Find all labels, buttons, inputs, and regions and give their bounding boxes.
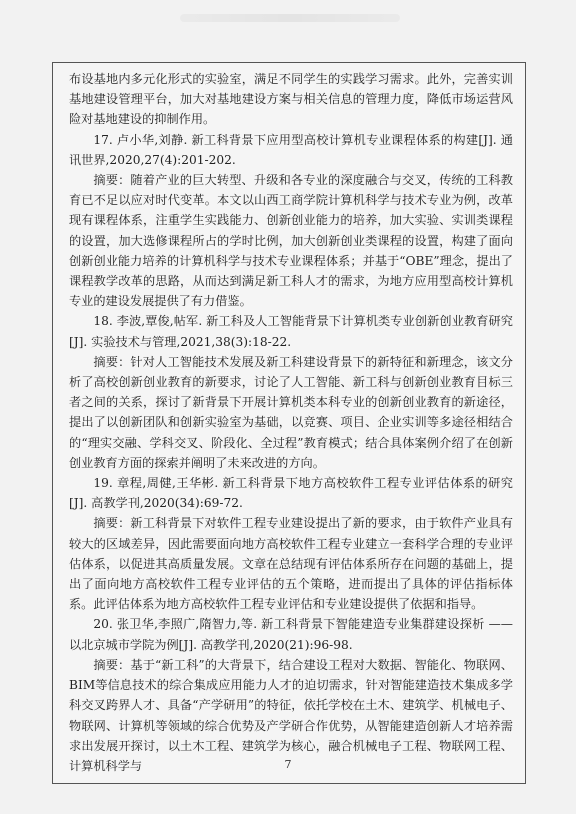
abstract-20: 摘要：基于“新工科”的大背景下，结合建设工程对大数据、智能化、物联网、BIM等信息技术的综合集成应用能力人才的迫切需求，针对智能建造技术集成多学科交叉跨界人才、具备“产学研用”的特征，依托学校在土木、建筑学、机械电子、物联网、计算机等领域的综合优势及产学研合作优势，从智能建造创新人才培养需求出发展开探讨，以土木工程、建筑学为核心，融合机械电子工程、物联网工程、计算机科学与 [69, 657, 513, 773]
reference-entry-17: 17. 卢小华,刘静. 新工科背景下应用型高校计算机专业课程体系的构建[J]. 通讯世界,2020,27(4):201-202. [69, 132, 513, 167]
abstract-19: 摘要：新工科背景下对软件工程专业建设提出了新的要求，由于软件产业具有较大的区域差异，因此需要面向地方高校软件工程专业建立一套科学合理的专业评估体系，以促进其高质量发展。文章在总结现有评估体系所存在问题的基础上，提出了面向地方高校软件工程专业评估的五个策略，进而提出了具体的评估指标体系。此评估体系为地方高校软件工程专业评估和专业建设提供了依据和指导。 [69, 516, 513, 612]
reference-entry-18: 18. 李波,覃俊,帖军. 新工科及人工智能背景下计算机类专业创新创业教育研究[J]. 实验技术与管理,2021,38(3):18-22. [69, 314, 513, 349]
page-number: 7 [284, 758, 292, 771]
content-frame [52, 62, 526, 784]
abstract-17: 摘要：随着产业的巨大转型、升级和各专业的深度融合与交叉，传统的工科教育已不足以应对时代变革。本文以山西工商学院计算机科学与技术专业为例，改革现有课程体系，注重学生实践能力、创新创业能力的培养，加大实验、实训类课程的设置，加大选修课程所占的学时比例，加大创新创业类课程的设置，构建了面向创新创业能力培养的计算机科学与技术专业课程体系；并基于“OBE”理念，提出了课程教学改革的思路，从而达到满足新工科人才的需求，为地方应用型高校计算机专业的建设发展提供了有力借鉴。 [69, 173, 513, 309]
bleed-through-header [180, 14, 400, 22]
reference-entry-20: 20. 张卫华,李照广,隋智力,等. 新工科背景下智能建造专业集群建设探析 ——以北京城市学院为例[J]. 高教学刊,2020(21):96-98. [69, 617, 513, 652]
abstract-18: 摘要：针对人工智能技术发展及新工科建设背景下的新特征和新理念，该文分析了高校创新创业教育的新要求，讨论了人工智能、新工科与创新创业教育目标三者之间的关系，探讨了新背景下开展计算机类本科专业的创新创业教育的新途径，提出了以创新团队和创新实验室为基础，以竞赛、项目、企业实训等多途径相结合的“理实交融、学科交叉、阶段化、全过程”教育模式；结合具体案例介绍了在创新创业教育方面的探索并阐明了未来改进的方向。 [69, 354, 513, 470]
reference-entry-19: 19. 章程,周健,王华彬. 新工科背景下地方高校软件工程专业评估体系的研究[J]. 高教学刊,2020(34):69-72. [69, 476, 513, 511]
body-paragraph-continuation: 布设基地内多元化形式的实验室，满足不同学生的实践学习需求。此外，完善实训基地建设管理平台，加大对基地建设方案与相关信息的管理力度，降低市场运营风险对基地建设的抑制作用。 [69, 72, 513, 127]
